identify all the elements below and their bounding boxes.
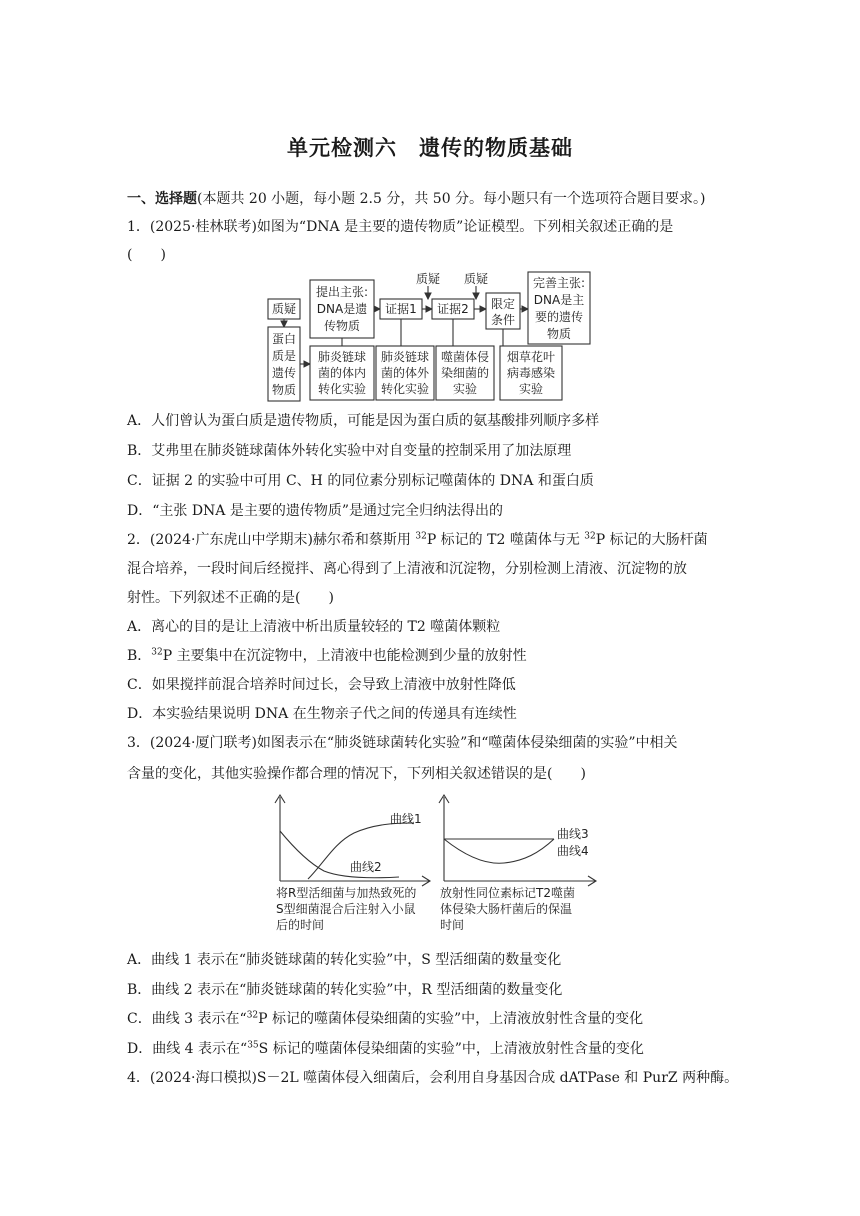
evidence2-text: 证据2 <box>437 302 469 316</box>
exp1-line: 菌的体内 <box>317 366 367 380</box>
q2-text: P 主要集中在沉淀物中，上清液中也能检测到少量的放射性 <box>162 648 527 664</box>
graph1-caption-line: 将R型活细菌与加热致死的 <box>276 886 417 900</box>
q3-text: S 标记的噬菌体侵染细菌的实验”中，上清液放射性含量的变化 <box>258 1041 644 1057</box>
q1-stem-line1: 1．(2025·桂林联考)如图为“DNA 是主要的遗传物质”论证模型。下列相关叙述正确的是 <box>127 219 674 235</box>
q2-text: P 标记的大肠杆菌 <box>595 532 708 548</box>
q3-text: C．曲线 3 表示在“ <box>127 1011 247 1027</box>
graph2-curve4-label: 曲线4 <box>557 844 589 858</box>
final-line: DNA是主 <box>533 293 585 307</box>
q3-text: P 标记的噬菌体侵染细菌的实验”中，上清液放射性含量的变化 <box>258 1011 644 1027</box>
graph2-caption-line: 体侵染大肠杆菌后的保温 <box>440 902 573 916</box>
q3-stem-line2: 含量的变化，其他实验操作都合理的情况下，下列相关叙述错误的是( ) <box>127 766 586 782</box>
q3-option-d <box>127 1039 737 1059</box>
q3-stem-line1: 3．(2024·厦门联考)如图表示在“肺炎链球菌转化实验”和“噬菌体侵染细菌的实验”中相关 <box>127 735 678 751</box>
q3-option-c <box>127 1009 737 1029</box>
q2-option-a: A．离心的目的是让上清液中析出质量较轻的 T2 噬菌体颗粒 <box>127 619 501 635</box>
q1-option-a: A．人们曾认为蛋白质是遗传物质，可能是因为蛋白质的氨基酸排列顺序多样 <box>127 413 600 429</box>
q1-option-c: C．证据 2 的实验中可用 C、H 的同位素分别标记噬菌体的 DNA 和蛋白质 <box>127 473 594 489</box>
q1-option-b: B．艾弗里在肺炎链球菌体外转化实验中对自变量的控制采用了加法原理 <box>127 443 572 459</box>
final-line: 物质 <box>546 327 572 341</box>
limit-line: 条件 <box>490 313 516 327</box>
q1-option-d: D．“主张 DNA 是主要的遗传物质”是通过完全归纳法得出的 <box>127 503 504 519</box>
doubt-label-1: 质疑 <box>415 272 441 286</box>
q3-text: D．曲线 4 表示在“ <box>127 1041 248 1057</box>
exp2-line: 转化实验 <box>380 382 430 396</box>
claim-line: 提出主张: <box>315 285 369 299</box>
q3-option-a: A．曲线 1 表示在“肺炎链球菌的转化实验”中，S 型活细菌的数量变化 <box>127 952 562 968</box>
limit-line: 限定 <box>490 297 516 311</box>
claim-line: DNA是遗 <box>316 302 368 316</box>
exp4-line: 病毒感染 <box>506 366 556 380</box>
q2-superscript: 32 <box>151 647 163 658</box>
graph2-curve3-label: 曲线3 <box>557 827 589 841</box>
doubt-label-2: 质疑 <box>463 272 489 286</box>
exp4-line: 烟草花叶 <box>506 350 556 364</box>
q2-stem-line2: 混合培养，一段时间后经搅拌、离心得到了上清液和沉淀物，分别检测上清液、沉淀物的放 <box>127 561 687 577</box>
q2-option-d: D．本实验结果说明 DNA 在生物亲子代之间的传递具有连续性 <box>127 706 517 722</box>
q2-superscript: 32 <box>584 531 596 542</box>
q2-text: B． <box>127 648 152 664</box>
exp2-line: 菌的体外 <box>380 366 430 380</box>
exp4-line: 实验 <box>518 382 544 396</box>
exp3-line: 染细菌的 <box>440 366 490 380</box>
graph1-curve1-label: 曲线1 <box>390 812 422 826</box>
graph2-curve4 <box>444 839 554 863</box>
exp3-line: 实验 <box>452 382 478 396</box>
graph2-caption-line: 放射性同位素标记T2噬菌 <box>440 886 575 900</box>
page-title: 单元检测六 遗传的物质基础 <box>287 136 573 160</box>
section-header <box>127 189 737 209</box>
doubt-box-text: 质疑 <box>271 302 297 316</box>
q2-option-b <box>127 646 737 666</box>
section-label: 一、选择题 <box>127 191 197 207</box>
q2-stem-line3: 射性。下列叙述不正确的是( ) <box>127 590 334 606</box>
q2-superscript: 32 <box>415 531 427 542</box>
protein-line: 遗传 <box>271 366 297 380</box>
q1-argument-diagram <box>264 270 594 406</box>
protein-line: 质是 <box>271 349 297 363</box>
evidence1-text: 证据1 <box>385 302 417 316</box>
q2-text: P 标记的 T2 噬菌体与无 <box>426 532 585 548</box>
q1-stem-line2: ( ) <box>127 247 166 263</box>
graph2-caption-line: 时间 <box>440 918 465 932</box>
exp2-line: 肺炎链球 <box>380 350 430 364</box>
q4-stem-line1: 4．(2024·海口模拟)S－2L 噬菌体侵入细菌后，会利用自身基因合成 dATPase 和 PurZ 两种酶。 <box>127 1070 739 1086</box>
graph1-curve2-label: 曲线2 <box>350 860 382 874</box>
q2-stem-line1 <box>127 530 737 550</box>
protein-line: 物质 <box>271 383 297 397</box>
q3-superscript: 32 <box>246 1010 259 1021</box>
section-desc: (本题共 20 小题，每小题 2.5 分，共 50 分。每小题只有一个选项符合题目要求。) <box>197 191 706 207</box>
graph1-caption-line: S型细菌混合后注射入小鼠 <box>276 902 416 916</box>
final-line: 要的遗传 <box>534 310 584 324</box>
exp1-line: 肺炎链球 <box>317 350 367 364</box>
q3-option-b: B．曲线 2 表示在“肺炎链球菌的转化实验”中，R 型活细菌的数量变化 <box>127 982 563 998</box>
final-line: 完善主张: <box>532 276 586 290</box>
q3-superscript: 35 <box>247 1040 259 1051</box>
graph1-caption-line: 后的时间 <box>276 918 325 932</box>
exp3-line: 噬菌体侵 <box>440 350 490 364</box>
q2-option-c: C．如果搅拌前混合培养时间过长，会导致上清液中放射性降低 <box>127 677 516 693</box>
claim-line: 传物质 <box>323 319 361 333</box>
protein-line: 蛋白 <box>271 332 297 346</box>
q3-graphs <box>264 793 604 943</box>
q2-text: 2．(2024·广东虎山中学期末)赫尔希和蔡斯用 <box>127 532 416 548</box>
exp1-line: 转化实验 <box>317 382 367 396</box>
